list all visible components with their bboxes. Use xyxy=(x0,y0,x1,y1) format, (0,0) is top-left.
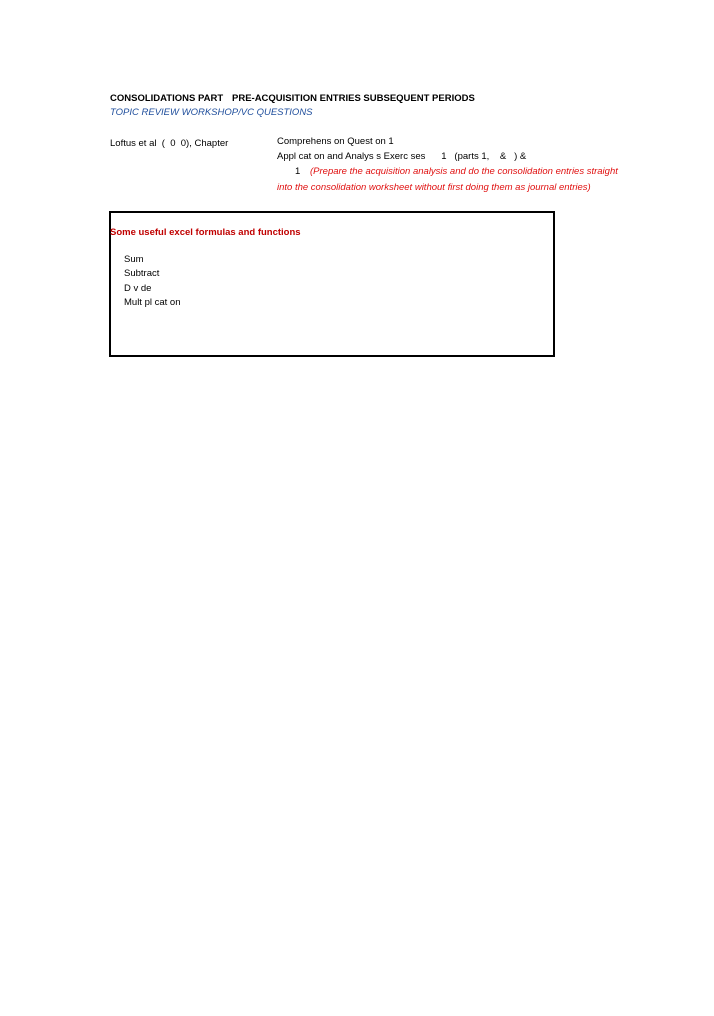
formula-item-subtract: Subtract xyxy=(124,268,160,279)
reference-line-1: Comprehens on Quest on 1 xyxy=(277,136,394,147)
page-title: PRE-ACQUISITION ENTRIES SUBSEQUENT PERIODS xyxy=(232,93,475,104)
formula-item-sum: Sum xyxy=(124,254,144,265)
formulas-box-title: Some useful excel formulas and functions xyxy=(110,227,301,238)
reference-line-3-prefix: 1 xyxy=(295,166,301,177)
formula-item-divide: D v de xyxy=(124,283,152,294)
reference-line-2: Appl cat on and Analys s Exerc ses 1 (parts 1, & ) & xyxy=(277,151,527,162)
formula-item-multiplication: Mult pl cat on xyxy=(124,297,181,308)
reference-note-line-1: (Prepare the acquisition analysis and do the consolidation entries straight xyxy=(310,166,618,177)
reference-note-line-2: into the consolidation worksheet without first doing them as journal entries) xyxy=(277,182,591,193)
reference-source: Loftus et al ( 0 0), Chapter xyxy=(110,138,229,149)
title-part: CONSOLIDATIONS PART xyxy=(110,93,224,104)
page-subtitle: TOPIC REVIEW WORKSHOP/VC QUESTIONS xyxy=(110,107,313,118)
